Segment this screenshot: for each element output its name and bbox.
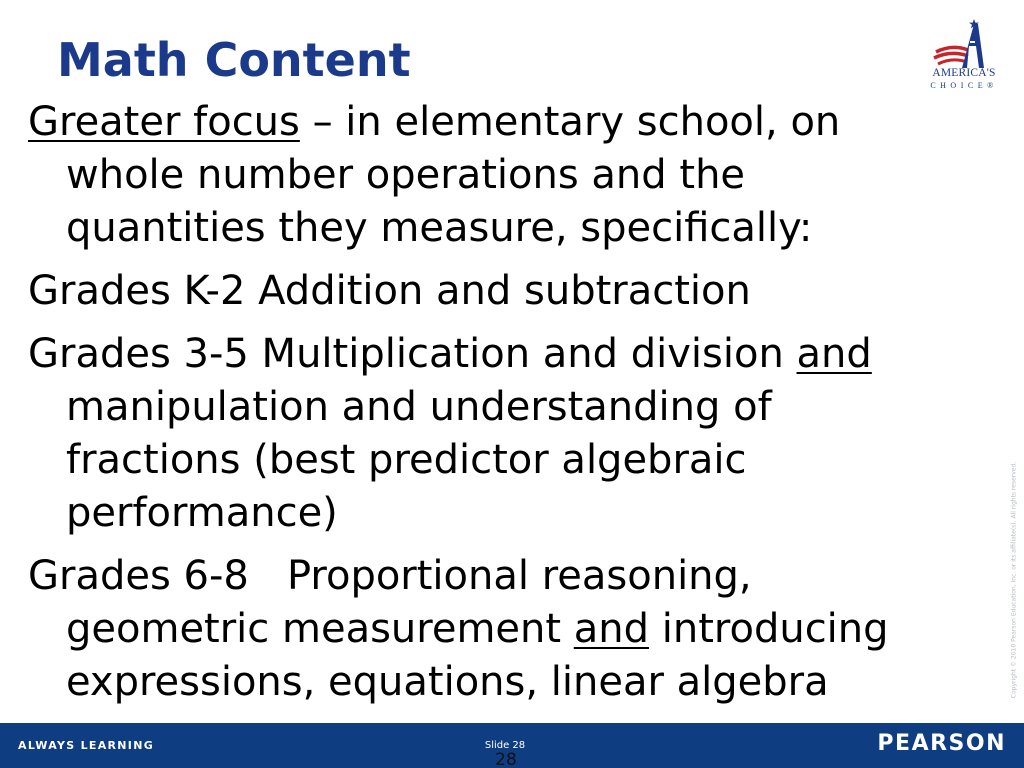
grades-6-8-line2-post: introducing <box>649 606 889 652</box>
paragraph-greater-focus <box>28 96 1004 255</box>
grades-3-5-and: and <box>796 331 872 377</box>
slide-number-label: Slide 28 <box>484 740 526 751</box>
grades-6-8-and: and <box>573 606 650 652</box>
slide-title: Math Content <box>57 33 411 87</box>
grades-3-5-line1: Grades 3-5 Multiplication and division <box>28 331 797 377</box>
paragraph-grades-3-5 <box>28 328 1004 540</box>
footer-bar <box>0 723 1024 768</box>
logo-reg-mark: ® <box>987 81 998 90</box>
pearson-logo: PEARSON <box>877 731 1006 756</box>
greater-focus-line2: whole number operations and the <box>66 152 746 198</box>
greater-focus-line3: quantities they measure, specifically: <box>66 205 813 251</box>
slide-body <box>28 96 1004 719</box>
paragraph-grades-6-8 <box>28 550 1004 709</box>
slide-number: 28 <box>495 750 517 768</box>
copyright-notice: Copyright © 2010 Pearson Education, Inc. or its affiliate(s). All rights reserved. <box>1010 461 1018 699</box>
greater-focus-line1: – in elementary school, on <box>299 99 841 145</box>
footer-tagline: ALWAYS LEARNING <box>18 739 155 752</box>
logo-wordmark: AMERICA'S <box>932 67 996 79</box>
grades-6-8-line2-pre: geometric measurement <box>66 606 574 652</box>
grades-6-8-line1: Grades 6-8 Proportional reasoning, <box>28 553 752 599</box>
grades-6-8-line3: expressions, equations, linear algebra <box>66 659 829 705</box>
greater-focus-term: Greater focus <box>28 99 300 145</box>
grades-3-5-line4: performance) <box>66 490 338 536</box>
grades-3-5-line3: fractions (best predictor algebraic <box>66 437 747 483</box>
logo-subword-text: CHOICE <box>930 81 988 90</box>
logo-subword <box>918 81 1010 91</box>
paragraph-grades-k-2 <box>28 265 1004 318</box>
grades-k-2-text: Grades K-2 Addition and subtraction <box>28 268 751 314</box>
grades-3-5-line2: manipulation and understanding of <box>66 384 772 430</box>
